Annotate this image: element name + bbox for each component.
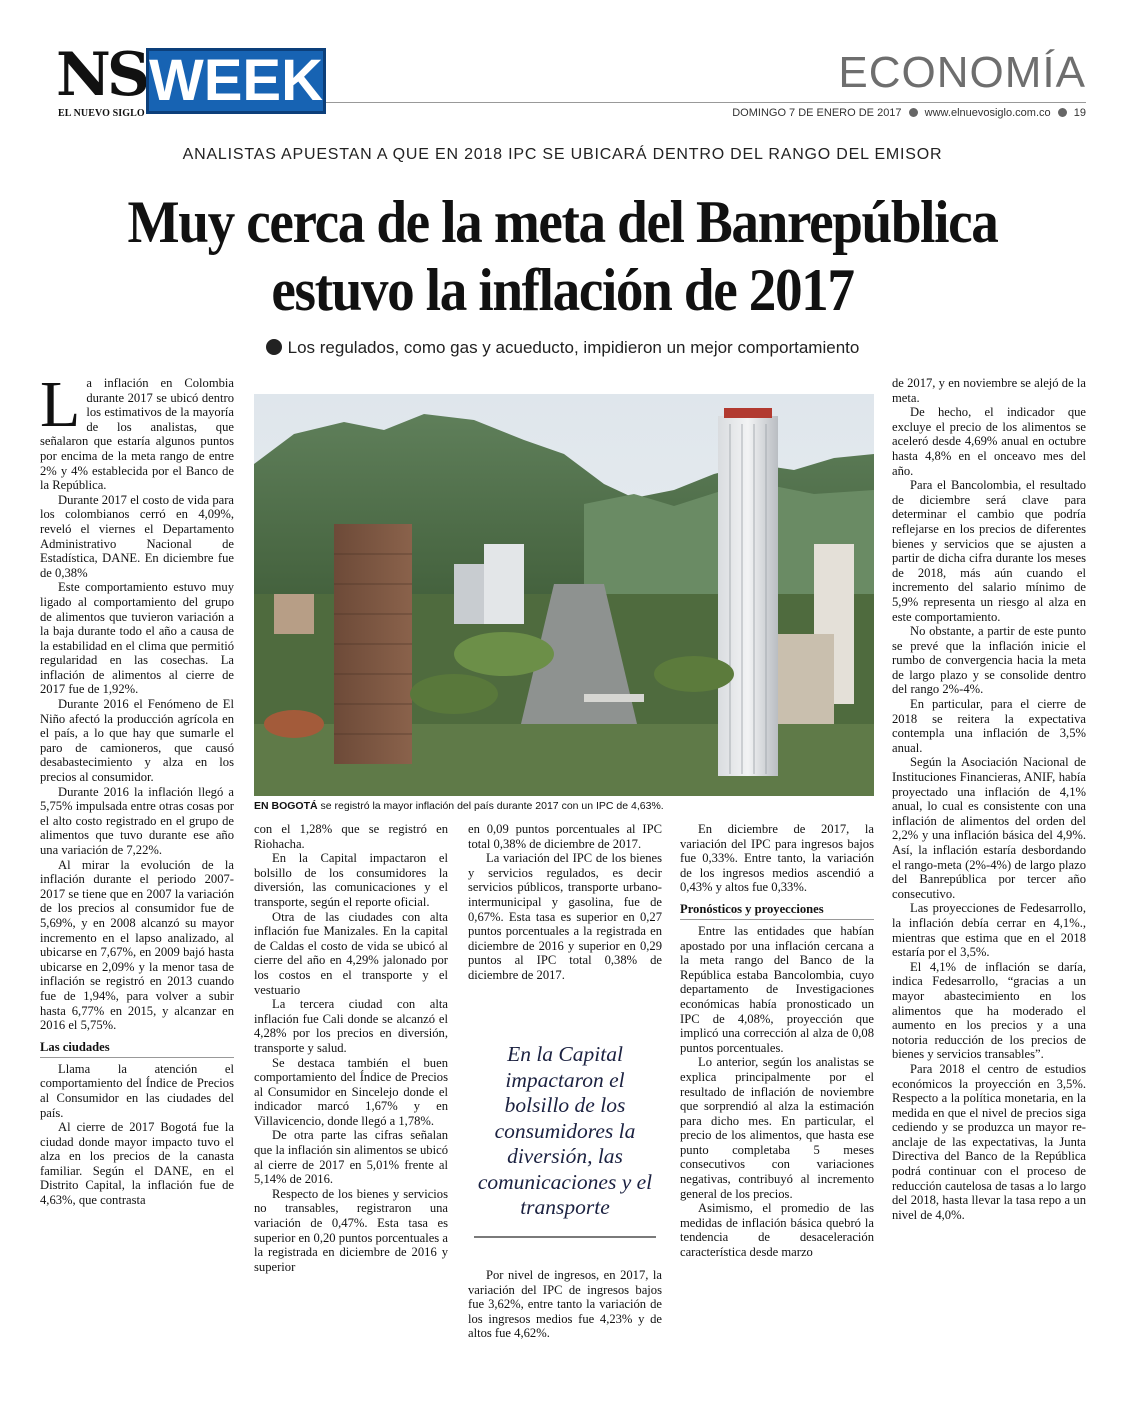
header-divider (326, 102, 1086, 103)
paragraph: Durante 2016 el Fenómeno de El Niño afectó la producción agrícola en el país, a lo que hay que sumarle el paro de camioneros, que causó desabastecimiento y alza en los precios al consumidor. (40, 697, 234, 785)
article-subtitle (0, 338, 1125, 358)
paragraph: Este comportamiento estuvo muy ligado al comportamiento del grupo de alimentos que tuvieron variación a la baja durante todo el año a causa de la estabilidad en el clima que permitió regularidad en las cosechas. La inflación de alimentos al cierre de 2017 fue de 1,92%. (40, 580, 234, 697)
caption-text: se registró la mayor inflación del país durante 2017 con un IPC de 4,63%. (317, 800, 664, 812)
paragraph: En la Capital impactaron el bolsillo de los consumidores la diversión, las comunicaciones y el transporte, según el reporte oficial. (254, 851, 448, 909)
bullet-icon (266, 339, 282, 355)
photo-caption (254, 800, 874, 812)
paragraph: De hecho, el indicador que excluye el precio de los alimentos se aceleró desde 4,69% anual en octubre hasta 4,8% en el onceavo mes del año. (892, 405, 1086, 478)
caption-lead: EN BOGOTÁ (254, 800, 318, 812)
bullet-dot-icon (909, 108, 918, 117)
subheading-ciudades: Las ciudades (40, 1039, 234, 1058)
paragraph: El 4,1% de inflación se daría, indica Fedesarrollo, “gracias a un mayor abastecimiento en los alimentos que ha moderado el aumento en los precios y a una notoria reducción de los precios de bienes y servicios transables”. (892, 959, 1086, 1062)
article-headline (82, 188, 1043, 324)
logo-subtitle: EL NUEVO SIGLO (58, 108, 145, 119)
website-link[interactable]: www.elnuevosiglo.com.co (924, 107, 1051, 119)
pull-quote-rule (474, 1236, 656, 1238)
paragraph: Durante 2017 el costo de vida para los colombianos cerró en 4,09%, reveló el viernes el Departamento Administrativo Nacional de Estadística, DANE. En diciembre fue de 0,38% (40, 492, 234, 580)
photo-illustration (254, 394, 874, 796)
paragraph: Entre las entidades que habían apostado por una inflación cercana a la meta rango del Banco de la República estaba Bancolombia, cuyo departamento de Investigaciones económicas había pronosticado un IPC de 4,08%, proyección que implicó una corrección al alza de 0,08 puntos porcentuales. (680, 923, 874, 1055)
paragraph: de 2017, y en noviembre se alejó de la meta. (892, 376, 1086, 405)
paragraph: Respecto de los bienes y servicios no transables, registraron una variación de 0,47%. Esta tasa es superior en 0,20 puntos porcentuales a la registrada en diciembre de 2016 y superior (254, 1186, 448, 1274)
paragraph: Llama la atención el comportamiento del Índice de Precios al Consumidor en las ciudades del país. (40, 1061, 234, 1120)
paragraph: En diciembre de 2017, la variación del IPC para ingresos bajos fue 0,33%. Entre tanto, la variación de los ingresos medios ascendió a 0,43% y altos fue 0,33%. (680, 822, 874, 895)
paragraph: De otra parte las cifras señalan que la inflación sin alimentos se ubicó al cierre de 2017 en 5,01% frente al 5,14% de 2016. (254, 1128, 448, 1187)
article-column-3-bottom (468, 1268, 662, 1348)
paragraph: en 0,09 puntos porcentuales al IPC total 0,38% de diciembre de 2017. (468, 822, 662, 851)
paragraph: Las proyecciones de Fedesarrollo, la inflación debía cerrar en 4,1%., mientras que estima que en el 2018 estaría por el 3,5%. (892, 901, 1086, 960)
paragraph: Al mirar la evolución de la inflación durante el periodo 2007-2017 se tiene que en 2007 la variación de los precios al consumidor fue de 5,69%, y en 2008 alcanzó su mayor incremento en el lapso analizado, al ubicarse en 7,67%, en 2009 bajó hasta ubicarse en 2,09% y la menor tasa de inflación se registró en 2013 cuando fue de 1,94%, para volver a subir hasta 6,77% en 2015, y alcanzar en 2016 el 5,75%. (40, 857, 234, 1033)
pull-quote: En la Capital impactaron el bolsillo de los consumidores la diversión, las comunicaciones y el transporte (477, 1042, 653, 1219)
paragraph: Para el Bancolombia, el resultado de diciembre será clave para determinar el cambio que podría reflejarse en los precios de diferentes bienes y servicios que se ajusten a partir de dicha cifra durante los meses de 2018, más aún cuando el incremento del salario mínimo de 5,9% representa un riesgo al alza en este comportamiento. (892, 478, 1086, 624)
paragraph: Para 2018 el centro de estudios económicos la proyección en 3,5%. Respecto a la política monetaria, en la medida en que el nivel de precios siga cediendo y se produzca un mayor re-anclaje de las expectativas, la Junta Directiva del Banco de la República podrá continuar con el proceso de reducción cautelosa de tasas a lo largo del 2018, hasta llevar la tasa repo a un nivel de 4,0%. (892, 1061, 1086, 1222)
paragraph: La tercera ciudad con alta inflación fue Cali donde se alcanzó el 4,28% por los precios en diversión, transporte y salud. (254, 997, 448, 1055)
paragraph: con el 1,28% que se registró en Riohacha. (254, 822, 448, 851)
section-title: ECONOMÍA (838, 48, 1086, 97)
article-column-5 (892, 376, 1086, 1346)
paragraph: La inflación en Colombia durante 2017 se ubicó dentro los estimativos de la mayoría de los analistas, que señalaron que estaría algunos puntos por encima de la meta rango de entre 2% y 4% establecida por el Banco de la República. (40, 376, 234, 493)
masthead (56, 40, 1086, 130)
headline-line-1: Muy cerca de la meta del Banrepública (127, 189, 998, 255)
subtitle-text: Los regulados, como gas y acueducto, impidieron un mejor comportamiento (287, 338, 860, 357)
paragraph: Según la Asociación Nacional de Instituciones Financieras, ANIF, había proyectado una inflación de 4,1% anual, lo cual es consistente con una inflación de alimentos del orden del 2,2% y una inflación básica del 4,9%. Así, la inflación estaría desbordando el rango-meta (2%-4%) de largo plazo del Banrepública por tercer año consecutivo. (892, 755, 1086, 901)
paragraph: Al cierre de 2017 Bogotá fue la ciudad donde mayor impacto tuvo el alza en los precios de la canasta familiar. Según el DANE, en el Distrito Capital, la inflación fue de 4,63%, que contrasta (40, 1120, 234, 1208)
logo-ns-text: NS (56, 40, 147, 110)
article-column-1 (40, 376, 234, 1346)
paragraph: Otra de las ciudades con alta inflación fue Manizales. En la capital de Caldas el costo de vida se ubicó al cierre del año en 4,29% jalonado por los costos en el transporte y el vestuario (254, 909, 448, 997)
dateline (732, 106, 1086, 120)
article-column-4 (680, 822, 874, 1346)
paragraph: Asimismo, el promedio de las medidas de inflación básica quebró la tendencia de desaceleración característica desde marzo (680, 1201, 874, 1260)
paragraph: La variación del IPC de los bienes y servicios regulados, es decir servicios públicos, transporte urbano-intermunicipal y gasolina, fue de 0,67%. Esta tasa es superior en 0,27 puntos porcentuales a la registrada en diciembre de 2016 y superior en 0,29 puntos al IPC total 0,38% de diciembre de 2017. (468, 851, 662, 982)
paragraph: Por nivel de ingresos, en 2017, la variación del IPC de ingresos bajos fue 3,62%, entre tanto la variación de los ingresos medios fue 4,23% y de altos fue 4,62%. (468, 1268, 662, 1341)
subheading-pronosticos: Pronósticos y proyecciones (680, 901, 874, 920)
issue-date: DOMINGO 7 DE ENERO DE 2017 (732, 107, 902, 119)
article-column-3 (468, 822, 662, 1032)
drop-cap: L (40, 376, 81, 441)
paragraph: No obstante, a partir de este punto se prevé que la inflación inicie el rumbo de convergencia hacia la meta de largo plazo y se consolide dentro del rango 2%-4%. (892, 624, 1086, 697)
ns-logo[interactable] (56, 40, 147, 126)
article-column-2 (254, 822, 448, 1346)
paragraph: Durante 2016 la inflación llegó a 5,75% impulsada entre otras cosas por el alto costo registrado en el grupo de alimentos que tuvo durante ese año una variación de 7,22%. (40, 784, 234, 857)
paragraph: Se destaca también el buen comportamiento del Índice de Precios al Consumidor en Sincelejo donde el indicador marcó 1,67% y en Villavicencio, donde llegó a 1,78%. (254, 1055, 448, 1128)
week-logo[interactable]: WEEK (146, 48, 326, 114)
headline-line-2: estuvo la inflación de 2017 (271, 257, 854, 323)
page-number: 19 (1073, 107, 1086, 119)
article-kicker: ANALISTAS APUESTAN A QUE EN 2018 IPC SE UBICARÁ DENTRO DEL RANGO DEL EMISOR (182, 146, 943, 163)
bullet-dot-icon (1058, 108, 1067, 117)
paragraph: Lo anterior, según los analistas se explica principalmente por el resultado de inflación de noviembre que sorprendió al alza la estimación para dicho mes. En particular, el precio de los alimentos, que hasta ese punto completaba 5 meses consecutivos con variaciones negativas, contribuyó al incremento general de los precios. (680, 1055, 874, 1201)
paragraph: En particular, para el cierre de 2018 se reitera la expectativa contempla una inflación de 3,5% anual. (892, 697, 1086, 755)
bogota-skyline-photo (254, 394, 874, 796)
